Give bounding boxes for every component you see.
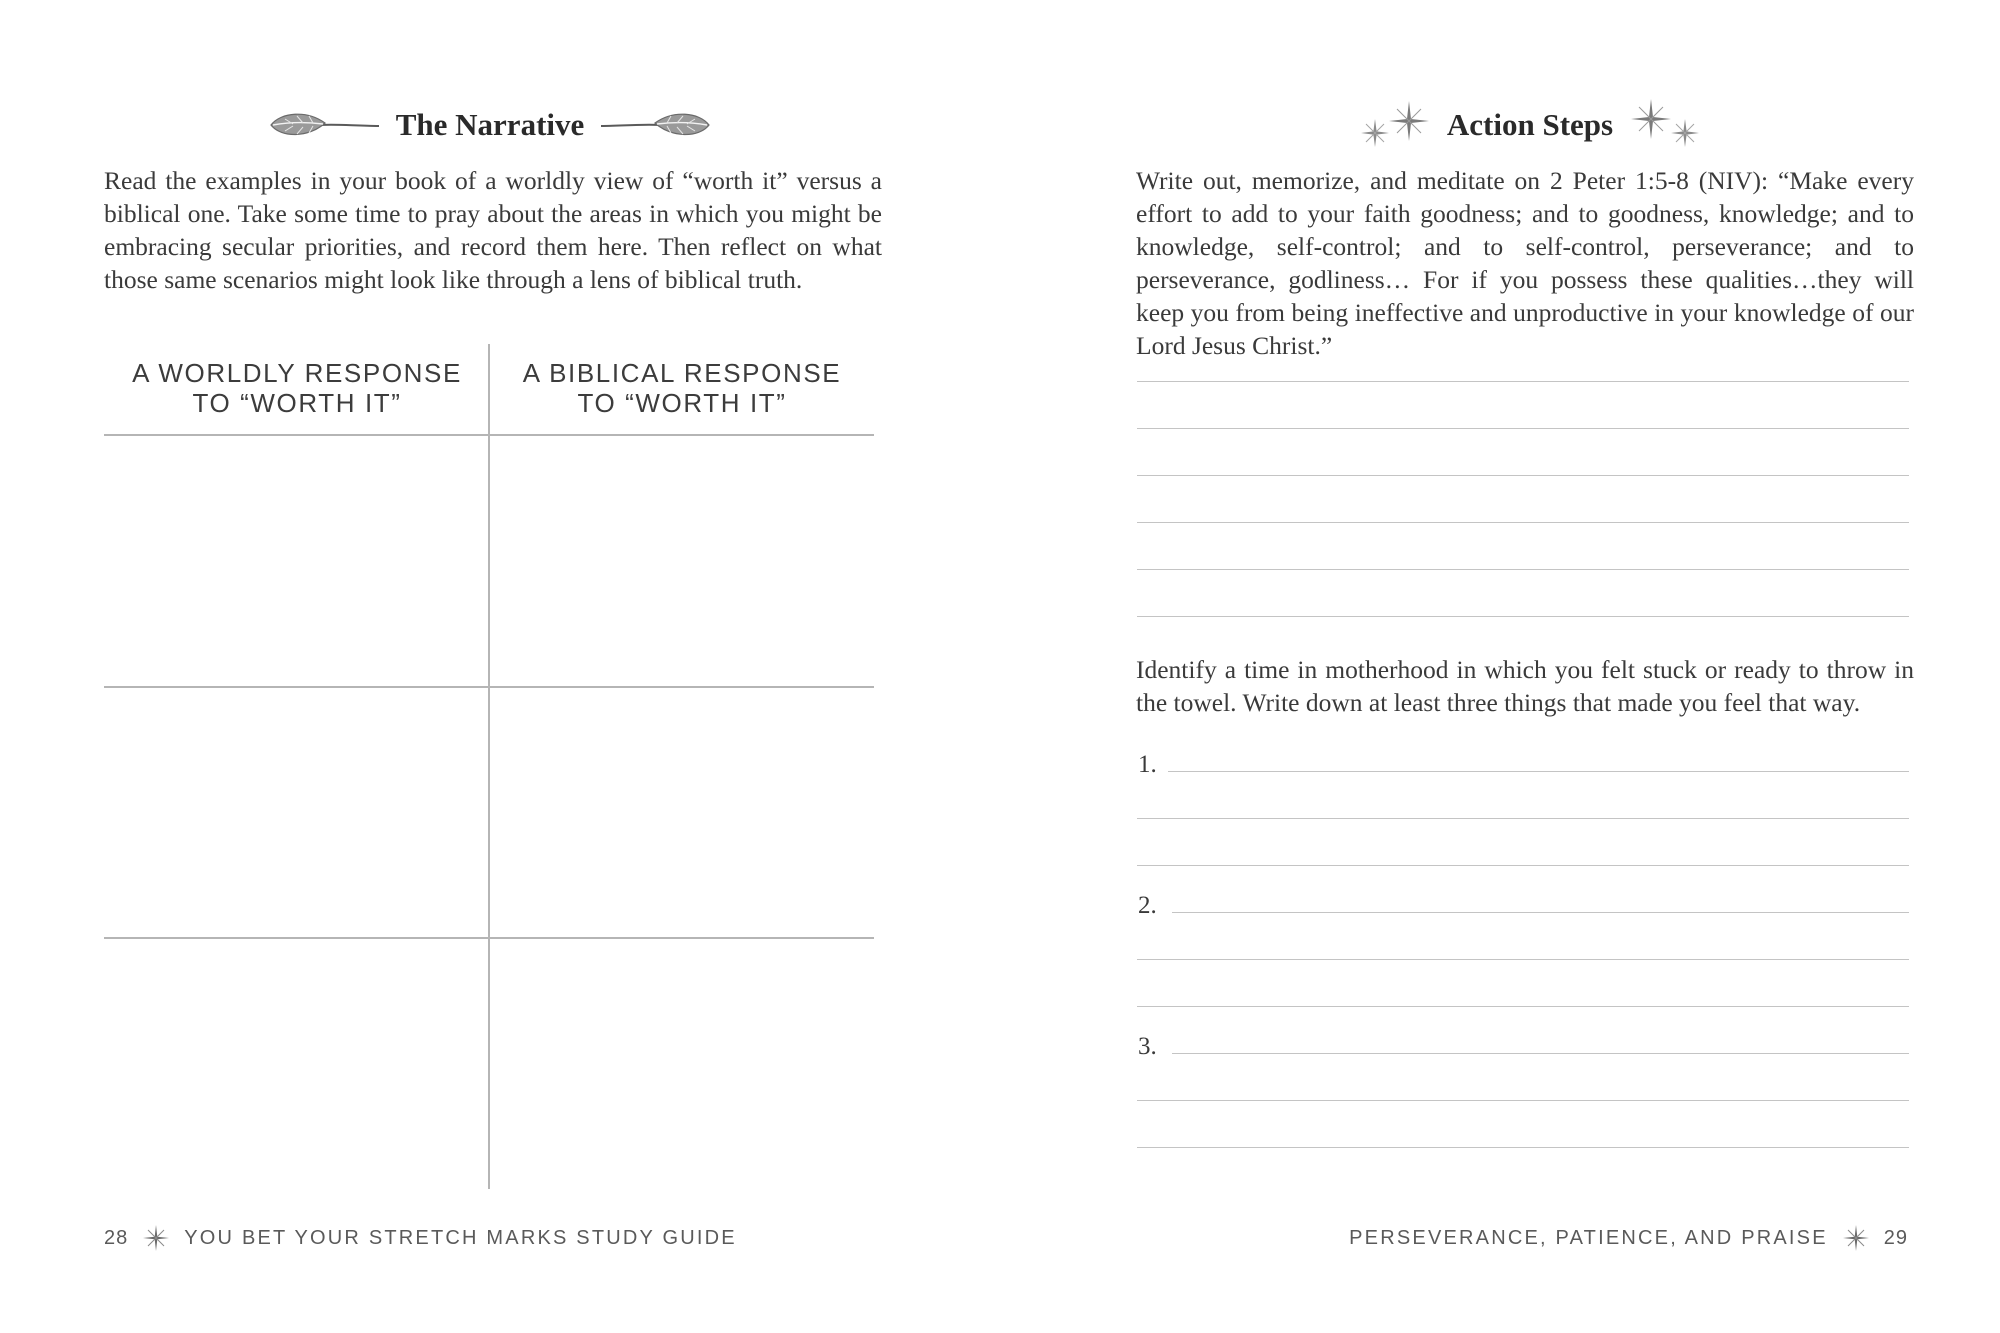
right-footer [1349,1220,1908,1256]
sparkle-cluster-left-icon [1353,97,1433,153]
table-header-biblical-line1: A BIBLICAL RESPONSE [522,358,842,388]
list-number-3: 3. [1138,1033,1157,1060]
writing-line [1168,771,1909,772]
writing-line [1137,1006,1909,1007]
table-row-divider [104,686,874,688]
list-number-1: 1. [1138,751,1157,778]
writing-line [1137,959,1909,960]
action-steps-heading [1330,100,1730,150]
narrative-intro: Read the examples in your book of a worldly view of “worth it” versus a biblical one. Take some time to pray about the areas in which you might be embracing secular priorities, and record them here. Then reflect on what those same scenarios might look like through a lens of biblical truth. [104,166,882,294]
writing-line [1137,428,1909,429]
left-footer [104,1220,737,1256]
sparkle-star-icon [1842,1224,1870,1252]
section-title: Action Steps [1446,107,1614,142]
writing-line [1137,865,1909,866]
table-header-worldly-line2: TO “WORTH IT” [192,388,402,418]
table-header-biblical [490,358,874,418]
page-number: 29 [1883,1226,1908,1249]
scripture-instruction: Write out, memorize, and meditate on 2 Peter 1:5-8 (NIV): “Make every effort to add to your faith goodness; and to goodness, knowledge; and to knowledge, self-control; and to self-control, perseverance; and to perseverance, godliness… For if you possess these qualities…they will keep you from being ineffective and unproductive in your knowledge of our Lord Jesus Christ.” [1136,166,1914,360]
table-header-rule [104,434,874,436]
sparkle-cluster-right-icon [1627,97,1707,153]
writing-line [1137,522,1909,523]
writing-line [1172,1053,1909,1054]
writing-line [1172,912,1909,913]
running-title: YOU BET YOUR STRETCH MARKS STUDY GUIDE [184,1226,737,1249]
right-page [1000,0,2000,1333]
table-header-biblical-line2: TO “WORTH IT” [577,388,787,418]
writing-line [1137,1147,1909,1148]
running-title: PERSEVERANCE, PATIENCE, AND PRAISE [1349,1226,1828,1249]
sparkle-star-icon [142,1224,170,1252]
motherhood-instruction: Identify a time in motherhood in which you felt stuck or ready to throw in the towel. Write down at least three things that made you feel that way. [1136,655,1914,717]
leaf-ornament-right-icon [598,108,713,142]
table-row-divider [104,937,874,939]
narrative-heading [260,100,720,150]
table-header-worldly [105,358,489,418]
writing-line [1137,818,1909,819]
leaf-ornament-left-icon [267,108,382,142]
writing-line [1137,616,1909,617]
writing-line [1137,381,1909,382]
writing-line [1137,569,1909,570]
section-title: The Narrative [395,107,585,142]
table-column-divider [488,344,490,1189]
writing-line [1137,1100,1909,1101]
table-header-worldly-line1: A WORLDLY RESPONSE [132,358,462,388]
writing-line [1137,475,1909,476]
list-number-2: 2. [1138,892,1157,919]
page-number: 28 [104,1226,129,1249]
